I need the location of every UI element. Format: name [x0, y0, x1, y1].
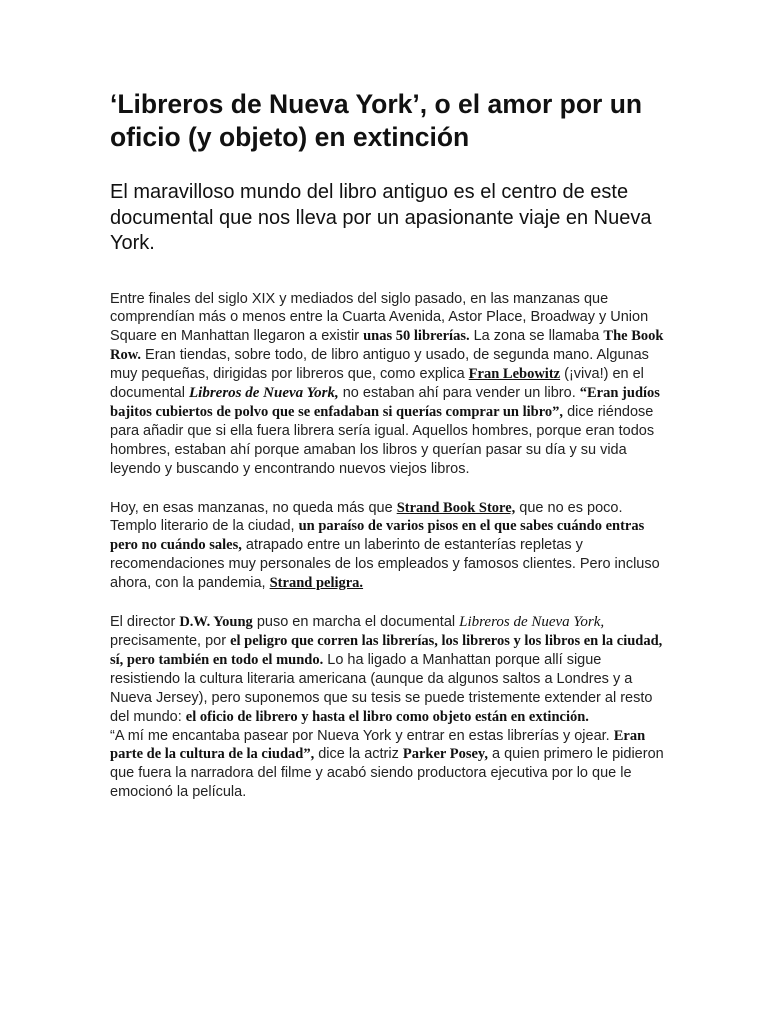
p3-text: precisamente, por [110, 633, 231, 649]
p1-bold: The Book Row. [110, 328, 664, 364]
p3-bold: el peligro que corren las librerías, los libreros y los libros en la ciudad, sí, pero también en todo el mundo. [110, 633, 663, 668]
p1-text: Eran tiendas, sobre todo, de libro antiguo y usado, de segunda mano. Algunas muy pequeñas, dirigidas por libreros que, como explica [110, 347, 649, 383]
p3-text: El director [110, 614, 180, 631]
p2-text: Hoy, en esas manzanas, no queda más que [110, 499, 397, 516]
p2-text: atrapado entre un laberinto de estanterías repletas y recomendaciones muy personales de los empleados y famosos clientes. Pero incluso ahora, con la pandemia, [110, 537, 660, 592]
p4-text: a quien primero le pidieron que fuera la narradora del filme y acabó siendo productora ejecutiva por lo que le emocionó la película. [110, 746, 664, 801]
p4-text: dice la actriz [314, 746, 403, 763]
p1-text: Entre finales del siglo XIX y mediados del siglo pasado, en las manzanas que comprendían más o menos entre la Cuarta Avenida, Astor Place, Broadway y Union Square en Manhattan llegaron a existir [110, 290, 649, 345]
strand-peligra-link[interactable]: Strand peligra. [269, 575, 364, 592]
article [110, 88, 670, 822]
paragraph-1 [110, 290, 668, 479]
p4-quote: Eran parte de la cultura de la ciudad”, [110, 727, 646, 763]
p1-bold: unas 50 librerías. [363, 328, 470, 345]
article-title: ‘Libreros de Nueva York’, o el amor por un oficio (y objeto) en extinción [110, 89, 643, 152]
fran-lebowitz-link[interactable]: Fran Lebowitz [468, 366, 561, 383]
p3-film-title: Libreros de Nueva York, [459, 614, 605, 631]
strand-book-store-link[interactable]: Strand Book Store, [396, 499, 516, 516]
article-subtitle: El maravilloso mundo del libro antiguo es el centro de este documental que nos lleva por un apasionante viaje en Nueva York. [110, 181, 652, 254]
paragraph-4 [110, 727, 668, 803]
p3-text: Lo ha ligado a Manhattan porque allí sigue resistiendo la cultura literaria americana (aunque da algunos saltos a Londres y a Nueva Jersey), pero suponemos que su tesis se puede tristemente extender al resto del mundo: [110, 651, 653, 725]
p1-text: La zona se llamaba [469, 328, 604, 345]
p3-director: D.W. Young [179, 614, 253, 631]
p1-film-title: Libreros de Nueva York, [189, 385, 339, 402]
article-body [110, 290, 668, 803]
p1-quote: “Eran judíos bajitos cubiertos de polvo que se enfadaban si querías comprar un libro”, [110, 385, 660, 420]
p4-actress: Parker Posey, [402, 746, 488, 763]
paragraph-2 [110, 499, 668, 594]
p1-text: no estaban ahí para vender un libro. [338, 385, 580, 402]
p3-bold: el oficio de librero y hasta el libro como objeto están en extinción. [185, 708, 589, 725]
p1-text: (¡viva!) en el documental [110, 366, 644, 402]
p3-text: puso en marcha el documental [252, 614, 460, 631]
p2-bold: un paraíso de varios pisos en el que sabes cuándo entras pero no cuándo sales, [110, 518, 645, 554]
p1-text: dice riéndose para añadir que si ella fuera librera sería igual. Aquellos hombres, porque eran todos hombres, estaban ahí porque amaban los libros y querían pasar su día y su vida leyendo y buscando y encontrando nuevos viejos libros. [110, 403, 655, 477]
paragraph-3 [110, 613, 668, 726]
p4-text: “A mí me encantaba pasear por Nueva York y entrar en estas librerías y ojear. [110, 727, 614, 744]
p2-text: que no es poco. Templo literario de la ciudad, [110, 499, 623, 535]
